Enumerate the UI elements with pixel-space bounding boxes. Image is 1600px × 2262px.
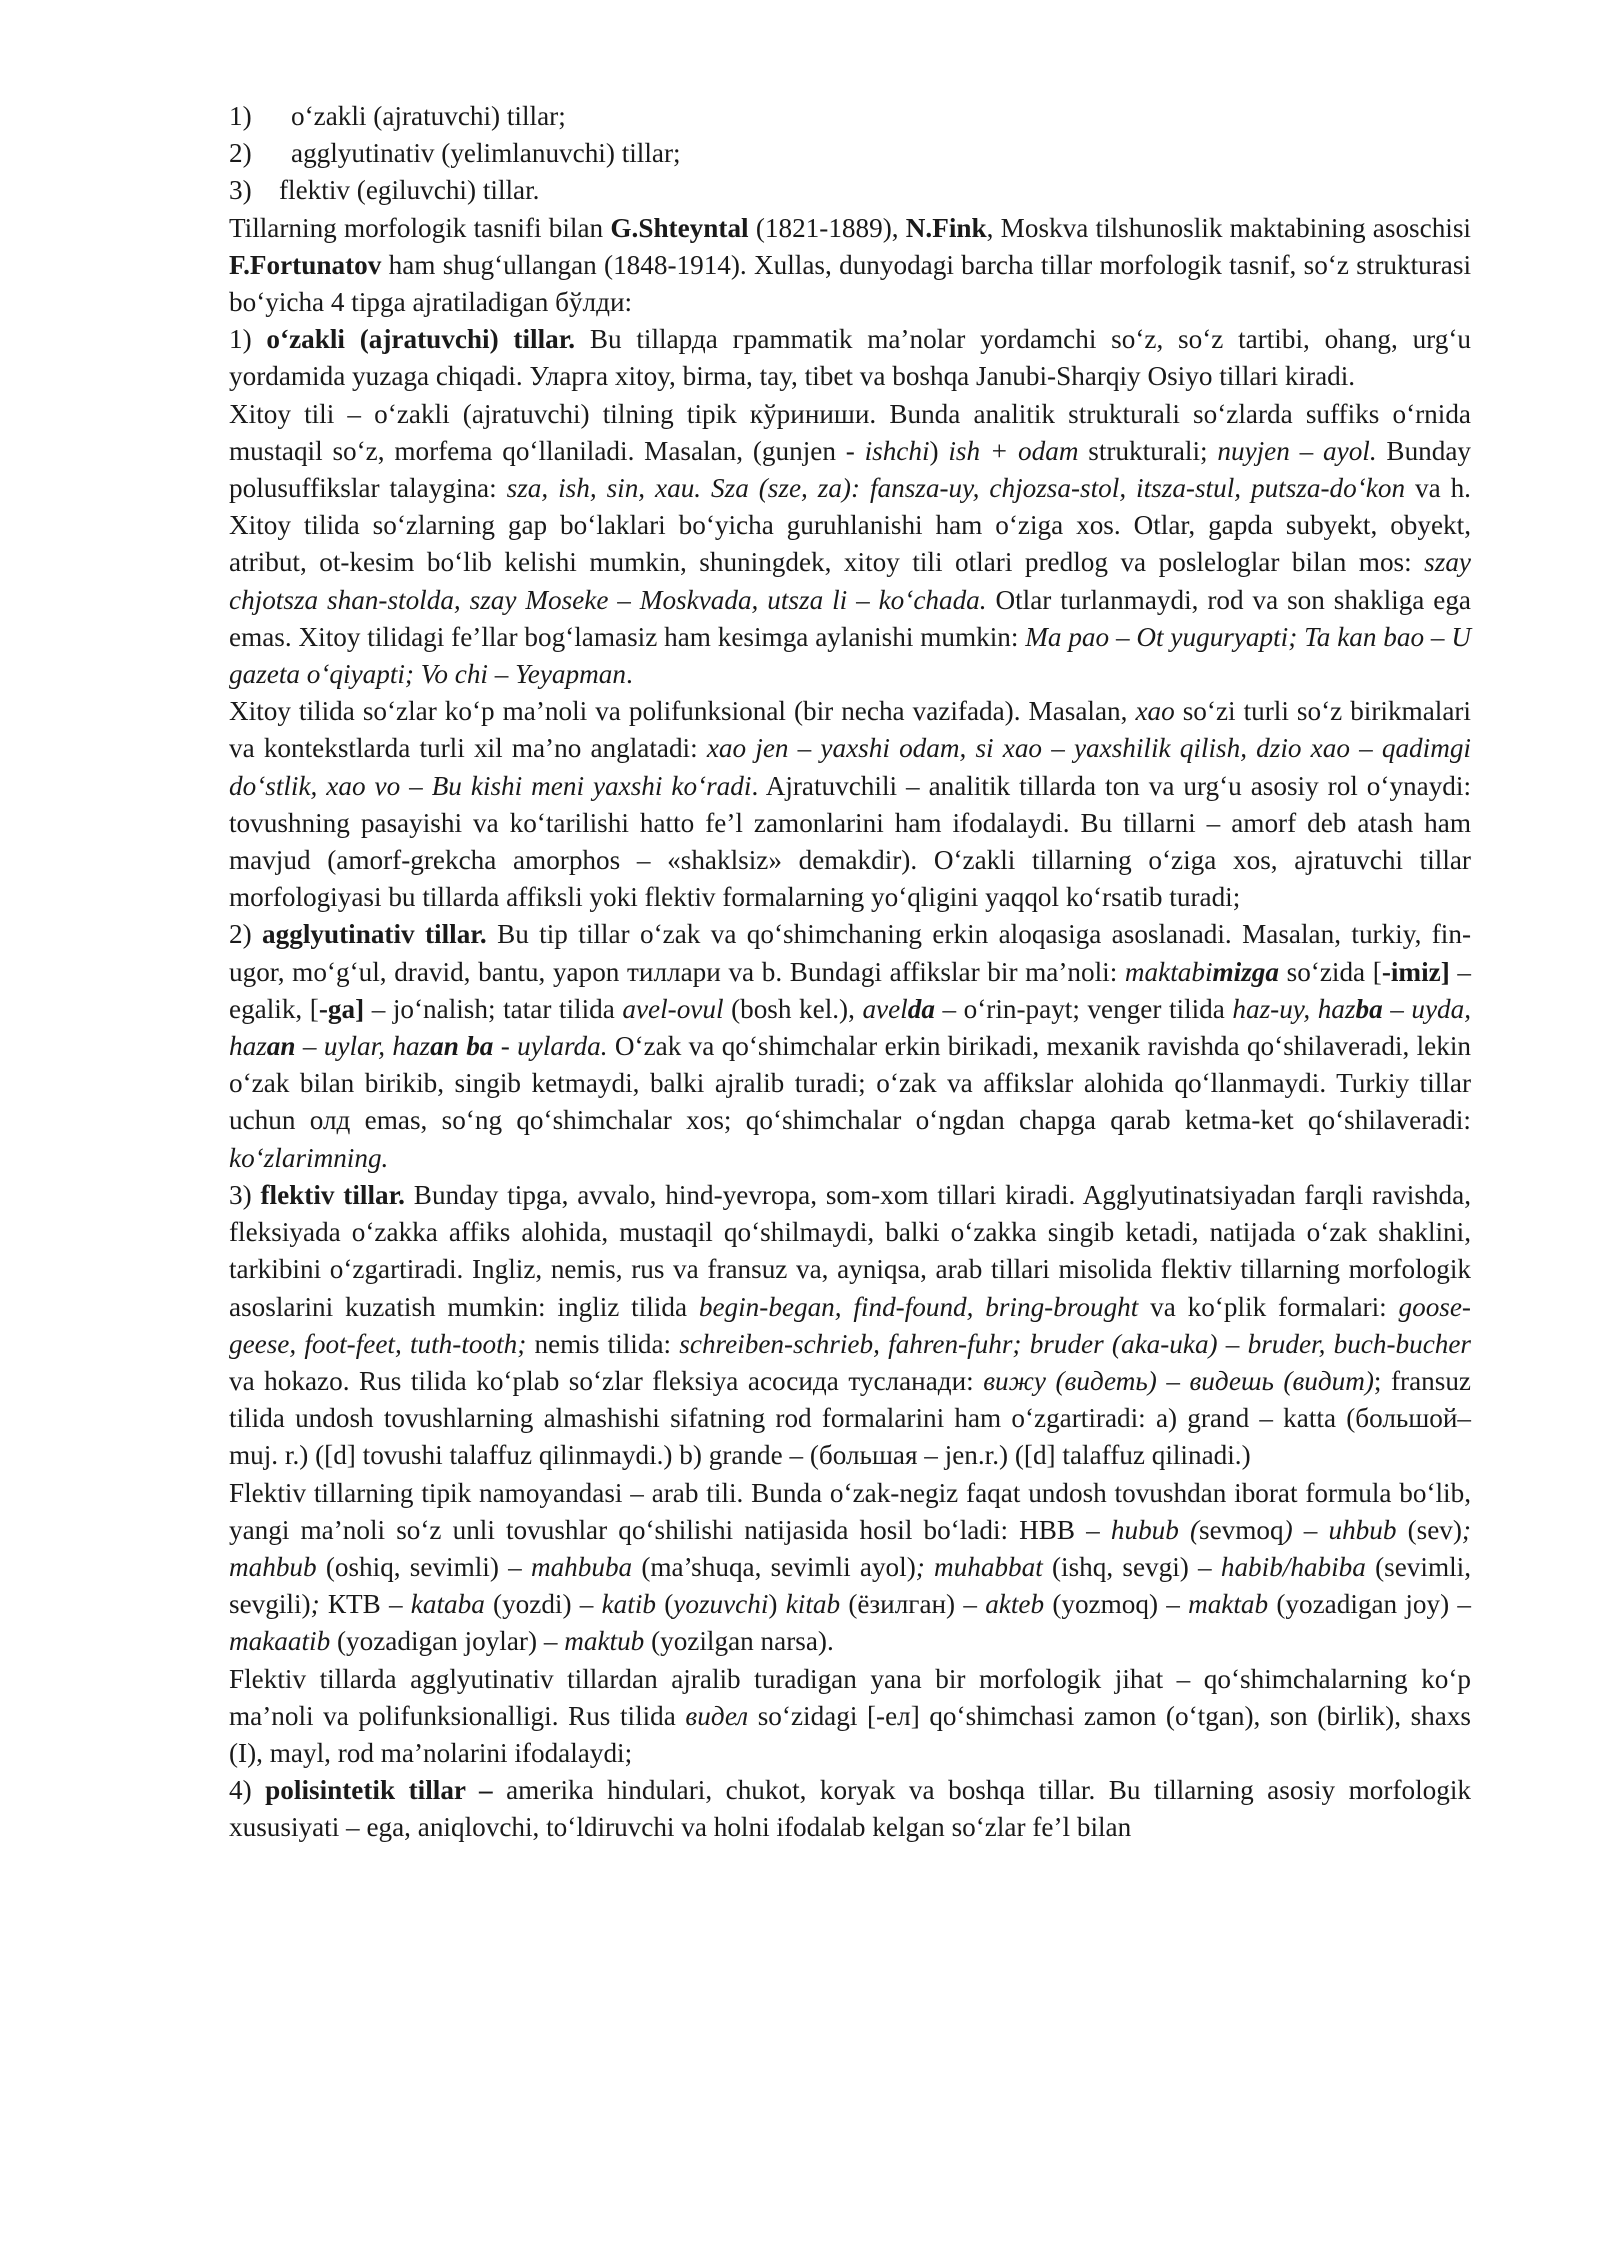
text-run: - uylarda. bbox=[493, 1031, 608, 1062]
list-item bbox=[229, 172, 1471, 209]
text-run: (yozadigan joy) – bbox=[1268, 1589, 1471, 1620]
text-run: nuyjen – ayol. bbox=[1217, 435, 1377, 466]
text-run: va hokazo. Rus tilida ko‘plab so‘zlar fleksiya асосида тусланади: bbox=[229, 1365, 984, 1396]
text-run: ) – uhbub bbox=[1283, 1514, 1397, 1545]
list-number: 2) bbox=[229, 138, 252, 169]
list-text: agglyutinativ (yelimlanuvchi) tillar; bbox=[291, 138, 681, 169]
text-run: xao bbox=[1135, 696, 1175, 727]
text-run: haz-uy, haz bbox=[1232, 993, 1356, 1024]
text-run: ko‘zlarimning. bbox=[229, 1142, 389, 1173]
text-run: -imiz] bbox=[1381, 956, 1450, 987]
paragraph bbox=[229, 1475, 1471, 1661]
text-run: maktab bbox=[1188, 1589, 1269, 1620]
text-run: ( bbox=[655, 1589, 674, 1620]
text-run: da bbox=[907, 993, 935, 1024]
text-run: sevmoq bbox=[1199, 1514, 1284, 1545]
text-run: – uylar, haz bbox=[295, 1031, 431, 1062]
paragraph bbox=[229, 396, 1471, 694]
intro-list bbox=[229, 98, 1471, 210]
text-run: O‘zak va qo‘shimchalar erkin birikadi, mexanik ravishda qo‘shilaveradi, lekin o‘zak bilan birikib, singib ketmaydi, balki ajralib turadi; o‘zak va affikslar alohida qo‘llanmaydi. Turkiy tillar uchun олд emas, so‘ng qo‘shimchalar xos; qo‘shimchalar o‘ngdan chapga qarab ketma-ket qo‘shilaveradi: bbox=[229, 1031, 1471, 1136]
text-run: an ba bbox=[430, 1031, 494, 1062]
text-run: Flektiv tillarda agglyutinativ tillardan ajralib turadigan yana bir morfologik jihat – qo‘shimchalarning ko‘p ma’noli va polifunksionalligi. Rus tilida bbox=[229, 1663, 1471, 1731]
text-run: Otlar turlanmaydi, rod va son shakliga ega emas. Xitoy tilidagi fe’llar bog‘lamasiz ham kesimga aylanishi mumkin: bbox=[229, 584, 1471, 652]
text-run: Bunday tipga, avvalo, hind-yevropa, som-xom tillari kiradi. Agglyutinatsiyadan farqli ravishda, fleksiyada o‘zakka affiks alohida, mustaqil qo‘shilmaydi, balki o‘zakka singib ketadi, natijada o‘zak shaklini, tarkibini o‘zgartiradi. Ingliz, nemis, rus va fransuz va, ayniqsa, arab tillari misolida flektiv tillarning morfologik asoslarini kuzatish mumkin: ingliz tilida bbox=[229, 1179, 1471, 1322]
list-number: 3) bbox=[229, 175, 252, 206]
text-run: N.Fink bbox=[905, 212, 987, 243]
text-run: ; fransuz tilida undosh tovushlarning almashishi sifatning rod formalarini ham o‘zgartiradi: a) grand – katta (большой– muj. r.) ([d] tovushi talaffuz qilinmaydi.) b) grande – (большая – jen.r.) ([d] talaffuz qilinadi.) bbox=[229, 1365, 1471, 1471]
text-run: ba bbox=[1355, 993, 1383, 1024]
text-run: 3) bbox=[229, 1179, 261, 1210]
text-run: so‘zida [ bbox=[1278, 956, 1382, 987]
text-run: . bbox=[625, 659, 633, 690]
text-run: (oshiq, sevimli) – bbox=[316, 1551, 531, 1582]
text-run: (ёзилган) – bbox=[840, 1589, 986, 1620]
text-run: mahbuba bbox=[530, 1551, 633, 1582]
text-run: ; muhabbat bbox=[915, 1551, 1043, 1582]
list-text: flektiv (egiluvchi) tillar. bbox=[279, 175, 540, 206]
paragraph bbox=[229, 321, 1471, 395]
text-run: ; mahbub bbox=[229, 1514, 1471, 1582]
text-run: 2) bbox=[229, 919, 263, 950]
text-run: Flektiv tillarning tipik namoyandasi – arab tili. Bunda o‘zak-negiz faqat undosh tovushdan iborat formula bo‘lib, yangi ma’noli so‘z unli tovushlar qo‘shilishi natijasida hosil bo‘ladi: HBB – bbox=[229, 1477, 1471, 1545]
text-run: Tillarning morfologik tasnifi bilan bbox=[229, 212, 611, 243]
text-run: katib bbox=[601, 1589, 656, 1620]
paragraph bbox=[229, 1772, 1471, 1846]
text-run: habib/habiba bbox=[1220, 1551, 1366, 1582]
text-run: maktub bbox=[564, 1626, 645, 1657]
text-run: maktabi bbox=[1124, 956, 1213, 987]
text-run: – o‘rin-payt; venger tilida bbox=[934, 993, 1233, 1024]
text-run: hubub ( bbox=[1110, 1514, 1200, 1545]
text-run: (yozadigan joylar) – bbox=[330, 1626, 565, 1657]
paragraph bbox=[229, 1661, 1471, 1773]
text-run: (1821-1889), bbox=[748, 212, 906, 243]
text-run: kataba bbox=[410, 1589, 485, 1620]
body-text bbox=[229, 210, 1471, 1847]
text-run: avel-ovul bbox=[622, 993, 724, 1024]
text-run: Ma pao – Ot yuguryapti; Ta kan bao – U gazeta o‘qiyapti; Vo chi – Yeyapman bbox=[229, 621, 1471, 690]
list-number: 1) bbox=[229, 101, 252, 131]
text-run: Bu tillарда грammatik ma’nolar yordamchi so‘z, so‘z tartibi, ohang, urg‘u yordamida yuzaga chiqadi. Уларга xitoy, birma, tay, tibet va boshqa Janubi-Sharqiy Osiyo tillari kiradi. bbox=[229, 324, 1471, 392]
text-run: (bosh kel.), bbox=[723, 993, 863, 1024]
text-run: so‘zidagi [-ел] qo‘shimchasi zamon (o‘tgan), son (birlik), shaxs (I), mayl, rod ma’nolarini ifodalaydi; bbox=[229, 1700, 1472, 1768]
text-run: strukturali; bbox=[1078, 435, 1218, 466]
text-run: ish + odam bbox=[948, 435, 1079, 466]
text-run: szay chjotsza shan-stolda, szay Moseke – Moskvada, utsza li – ko‘chada. bbox=[229, 547, 1471, 615]
text-run: avel bbox=[862, 993, 908, 1024]
text-run: yozuvchi bbox=[673, 1589, 769, 1620]
text-run: -ga] bbox=[318, 993, 365, 1024]
text-run: , Moskva tilshunoslik maktabining asoschisi bbox=[986, 212, 1471, 243]
list-item bbox=[229, 135, 1471, 172]
text-run: schreiben-schrieb, fahren-fuhr; bruder (aka-uka) – bruder, buch-bucher bbox=[679, 1328, 1472, 1359]
text-run: kitab bbox=[785, 1589, 841, 1620]
text-run: an bbox=[266, 1031, 296, 1062]
text-run: nemis tilida: bbox=[526, 1328, 680, 1359]
text-run: (yozdi) – bbox=[484, 1589, 602, 1620]
text-run: o‘zakli (ajratuvchi) tillar. bbox=[266, 324, 576, 355]
text-run: ; bbox=[310, 1589, 320, 1620]
text-run: (sev) bbox=[1396, 1514, 1462, 1545]
text-run: akteb bbox=[985, 1589, 1045, 1620]
text-run: ishchi bbox=[864, 435, 930, 466]
text-run: 4) bbox=[229, 1775, 266, 1806]
text-run: (ma’shuqa, sevimli ayol) bbox=[632, 1551, 916, 1582]
text-run: xao jen – yaxshi odam, si xao – yaxshilik qilish, dzio xao – qadimgi do‘stlik, xao vo – Bu kishi meni yaxshi ko‘radi bbox=[229, 733, 1471, 801]
text-run: – uyda, haz bbox=[229, 993, 1472, 1062]
text-run: Bu tip tillar o‘zak va qo‘shimchaning erkin aloqasiga asoslanadi. Masalan, turkiy, fin-ugor, mo‘g‘ul, dravid, bantu, yapon тиллари va b. Bundagi affikslar bir ma’noli: bbox=[229, 919, 1472, 987]
text-run: ham shug‘ullangan (1848-1914). Xullas, dunyodagi barcha tillar morfologik tasnif, so‘z strukturasi bo‘yicha 4 tipga ajratiladigan бўлди: bbox=[229, 249, 1471, 318]
text-run: sza, ish, sin, xau. Sza (sze, za): fansza-uy, chjozsa-stol, itsza-stul, putsza-do‘kon bbox=[506, 473, 1406, 504]
text-run: видел bbox=[685, 1700, 749, 1731]
text-run: so‘zi turli so‘z birikmalari va kontekstlarda turli xil ma’no anglatadi: bbox=[229, 696, 1471, 764]
text-run: (ishq, sevgi) – bbox=[1042, 1551, 1221, 1582]
text-run: polisintetik tillar – bbox=[265, 1775, 493, 1806]
text-run: вижу (видеть) – видешь (видит) bbox=[983, 1365, 1374, 1396]
text-run: Xitoy tilida so‘zlar ko‘p ma’noli va polifunksional (bir necha vazifada). Masalan, bbox=[229, 696, 1136, 727]
text-run: – jo‘nalish; tatar tilida bbox=[364, 993, 623, 1024]
text-run: flektiv tillar. bbox=[260, 1179, 405, 1210]
text-run: agglyutinativ tillar. bbox=[262, 919, 487, 950]
text-run: G.Shteyntal bbox=[610, 212, 749, 243]
text-run: F.Fortunatov bbox=[229, 249, 382, 280]
text-run: 1) bbox=[229, 324, 267, 355]
text-run: – egalik, [ bbox=[229, 956, 1472, 1024]
text-run: va ko‘plik formalari: bbox=[1138, 1291, 1399, 1322]
list-text: o‘zakli (ajratuvchi) tillar; bbox=[291, 101, 566, 131]
text-run: (sevimli, sevgili) bbox=[229, 1551, 1471, 1620]
text-run: makaatib bbox=[229, 1626, 331, 1657]
text-run: goose-geese, foot-feet, tuth-tooth; bbox=[229, 1291, 1471, 1359]
text-run: Bunday polusuffikslar talaygina: bbox=[229, 435, 1472, 504]
text-run: va h. Xitoy tilida so‘zlarning gap bo‘laklari bo‘yicha guruhlanishi ham o‘ziga xos. Otlar, gapda subyekt, obyekt, atribut, ot-kesim bo‘lib kelishi mumkin, shuningdek, xitoy tili otlari predlog va posleloglar bilan mos: bbox=[229, 473, 1471, 578]
text-run: КТВ – bbox=[319, 1589, 411, 1620]
text-run: (yozmoq) – bbox=[1044, 1589, 1189, 1620]
text-run: . Ajratuvchili – analitik tillarda ton va urg‘u asosiy rol o‘ynaydi: tovushning pasayishi va ko‘tarilishi hatto fe’l zamonlarini ham ifodalaydi. Bu tillarni – amorf deb atash ham mavjud (amorf-grekcha amorphos – «shaklsiz» demakdir). O‘zakli tillarning o‘ziga xos, ajratuvchi tillar morfologiyasi bu tillarda affiksli yoki flektiv formalarning yo‘qligini yaqqol ko‘rsatib turadi; bbox=[229, 770, 1471, 913]
text-run: ) bbox=[929, 435, 949, 466]
text-run: begin-began, find-found, bring-brought bbox=[698, 1291, 1139, 1322]
paragraph bbox=[229, 1177, 1471, 1475]
text-run: ) bbox=[768, 1589, 786, 1620]
text-run: (yozilgan narsa). bbox=[644, 1626, 834, 1657]
list-item bbox=[229, 98, 1471, 135]
paragraph bbox=[229, 210, 1471, 322]
paragraph bbox=[229, 693, 1471, 916]
text-run: mizga bbox=[1212, 956, 1279, 987]
paragraph bbox=[229, 916, 1471, 1176]
text-run: amerika hindulari, chukot, koryak va boshqa tillar. Bu tillarning asosiy morfologik xususiyati – ega, aniqlovchi, to‘ldiruvchi va holni ifodalab kelgan so‘zlar fe’l bilan bbox=[229, 1775, 1471, 1843]
document-page bbox=[229, 98, 1471, 1847]
text-run: Xitoy tili – o‘zakli (ajratuvchi) tilning tipik кўриниши. Bunda analitik strukturali so‘zlarda suffiks o‘rnida mustaqil so‘z, morfema qo‘llaniladi. Masalan, (gunjen - bbox=[229, 398, 1471, 466]
